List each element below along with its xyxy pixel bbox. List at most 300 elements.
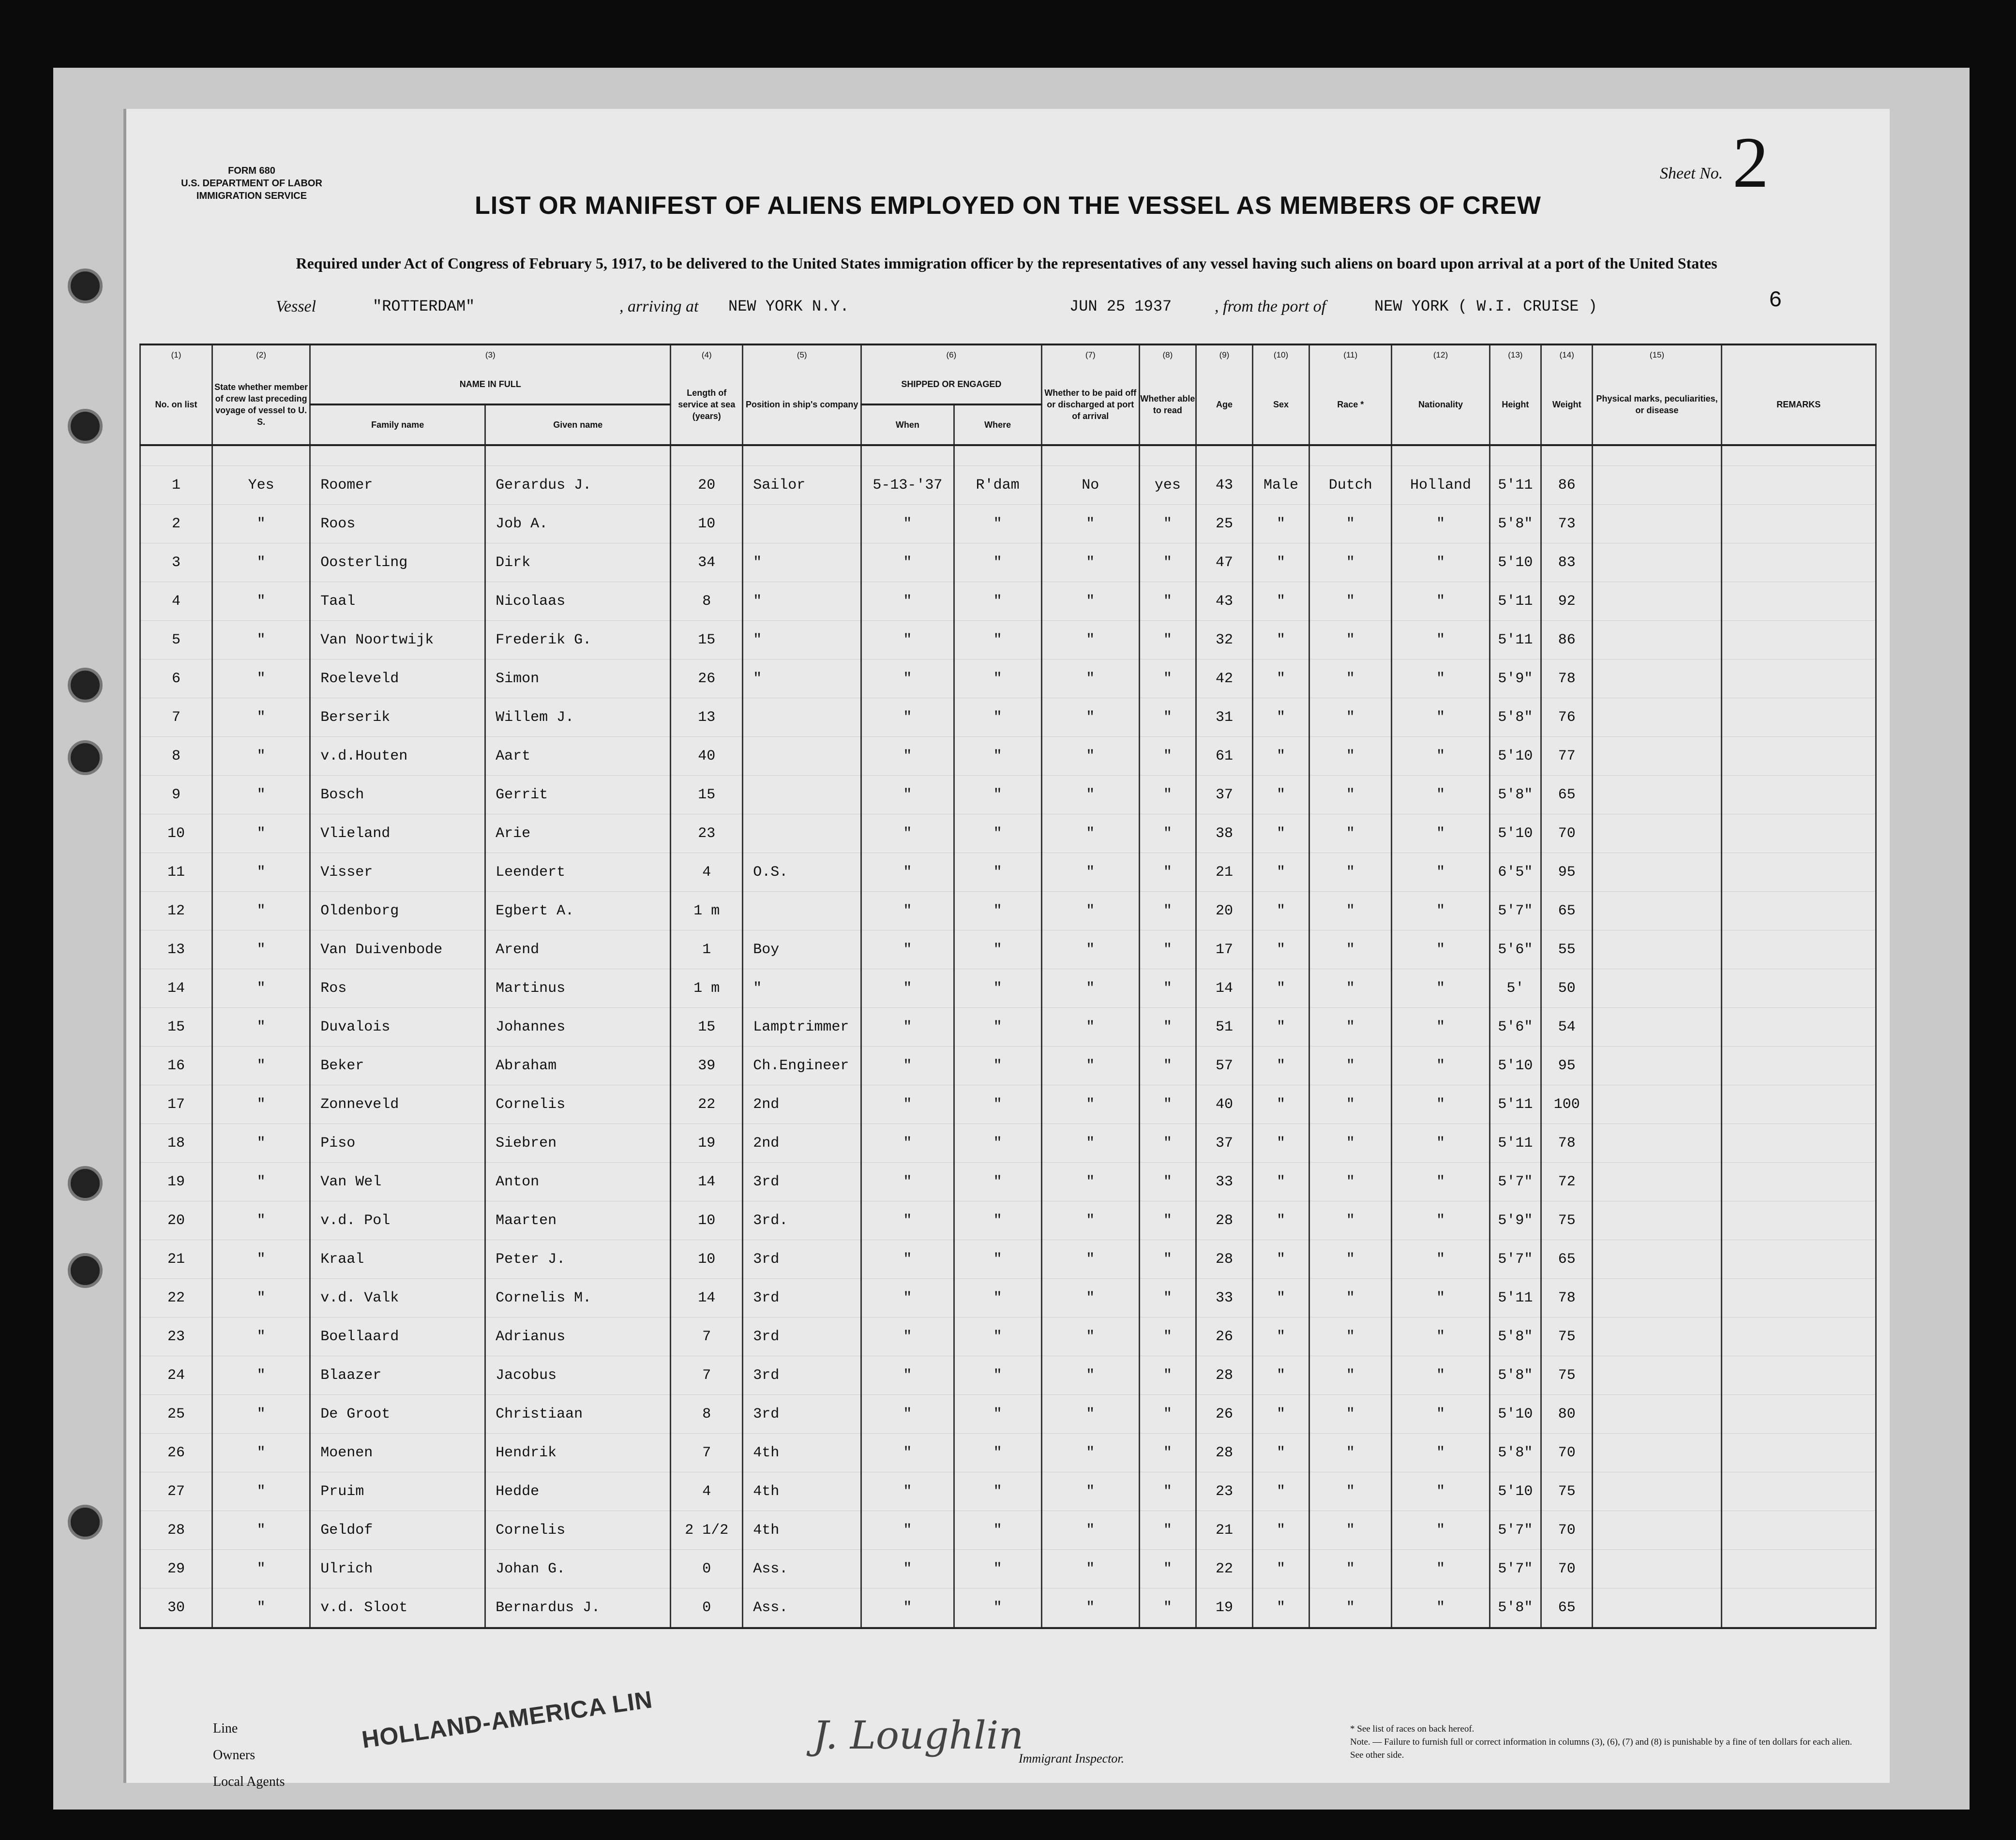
col-num: (4) bbox=[671, 344, 743, 365]
cell-nationality: " bbox=[1392, 930, 1489, 969]
cell-when: " bbox=[861, 1511, 954, 1550]
cell-when: " bbox=[861, 1085, 954, 1124]
cell-race: " bbox=[1309, 1163, 1392, 1201]
col-num: (12) bbox=[1392, 344, 1489, 365]
header-name-in-full: NAME IN FULL bbox=[310, 365, 671, 404]
cell-nationality: " bbox=[1392, 814, 1489, 853]
cell-paid: " bbox=[1041, 1317, 1139, 1356]
cell-remarks bbox=[1721, 853, 1876, 892]
table-row bbox=[140, 1550, 1876, 1588]
table-row bbox=[140, 737, 1876, 776]
binder-hole bbox=[68, 740, 103, 775]
cell-when: " bbox=[861, 1472, 954, 1511]
cell-prev: " bbox=[212, 1550, 310, 1588]
cell-when: 5-13-'37 bbox=[861, 466, 954, 505]
cell-position: " bbox=[743, 582, 861, 621]
cell-paid: " bbox=[1041, 1550, 1139, 1588]
cell-remarks bbox=[1721, 1240, 1876, 1279]
sheet-number: 2 bbox=[1732, 122, 1769, 203]
arriving-label: , arriving at bbox=[619, 298, 699, 315]
cell-service: 7 bbox=[671, 1434, 743, 1472]
cell-age: 26 bbox=[1196, 1395, 1252, 1434]
cell-family: Kraal bbox=[310, 1240, 485, 1279]
table-row bbox=[140, 1279, 1876, 1317]
cell-service: 19 bbox=[671, 1124, 743, 1163]
cell-no: 6 bbox=[140, 659, 212, 698]
cell-weight: 50 bbox=[1541, 969, 1593, 1008]
cell-read: " bbox=[1139, 892, 1196, 930]
cell-given: Martinus bbox=[485, 969, 671, 1008]
cell-weight: 65 bbox=[1541, 1240, 1593, 1279]
cell-position: O.S. bbox=[743, 853, 861, 892]
cell-service: 7 bbox=[671, 1317, 743, 1356]
cell-sex: " bbox=[1253, 1008, 1309, 1047]
cell-age: 31 bbox=[1196, 698, 1252, 737]
cell-physical-marks bbox=[1593, 543, 1721, 582]
table-row bbox=[140, 853, 1876, 892]
sheet-label: Sheet No. bbox=[1660, 165, 1723, 182]
cell-family: Zonneveld bbox=[310, 1085, 485, 1124]
cell-physical-marks bbox=[1593, 1472, 1721, 1511]
cell-nationality: " bbox=[1392, 853, 1489, 892]
cell-given: Dirk bbox=[485, 543, 671, 582]
cell-age: 21 bbox=[1196, 1511, 1252, 1550]
cell-nationality: " bbox=[1392, 1240, 1489, 1279]
cell-service: 0 bbox=[671, 1588, 743, 1627]
cell-paid: " bbox=[1041, 582, 1139, 621]
cell-sex: " bbox=[1253, 1550, 1309, 1588]
cell-sex: " bbox=[1253, 1124, 1309, 1163]
cell-read: " bbox=[1139, 1085, 1196, 1124]
cell-where: " bbox=[954, 1085, 1041, 1124]
cell-physical-marks bbox=[1593, 1008, 1721, 1047]
cell-where: " bbox=[954, 1395, 1041, 1434]
col-num: (13) bbox=[1489, 344, 1541, 365]
cell-no: 27 bbox=[140, 1472, 212, 1511]
cell-when: " bbox=[861, 776, 954, 814]
cell-family: Roos bbox=[310, 505, 485, 543]
cell-given: Abraham bbox=[485, 1047, 671, 1085]
page-title: LIST OR MANIFEST OF ALIENS EMPLOYED ON THE VESSEL AS MEMBERS OF CREW bbox=[475, 192, 1541, 220]
cell-physical-marks bbox=[1593, 930, 1721, 969]
cell-service: 14 bbox=[671, 1163, 743, 1201]
cell-no: 29 bbox=[140, 1550, 212, 1588]
cell-sex: " bbox=[1253, 1240, 1309, 1279]
binder-hole bbox=[68, 409, 103, 444]
cell-physical-marks bbox=[1593, 1163, 1721, 1201]
cell-family: Taal bbox=[310, 582, 485, 621]
cell-sex: " bbox=[1253, 1201, 1309, 1240]
cell-nationality: " bbox=[1392, 659, 1489, 698]
cell-where: " bbox=[954, 543, 1041, 582]
cell-no: 5 bbox=[140, 621, 212, 659]
cell-age: 38 bbox=[1196, 814, 1252, 853]
binder-hole bbox=[68, 1166, 103, 1201]
cell-no: 28 bbox=[140, 1511, 212, 1550]
cell-remarks bbox=[1721, 1395, 1876, 1434]
cell-race: " bbox=[1309, 1124, 1392, 1163]
cell-no: 12 bbox=[140, 892, 212, 930]
cell-remarks bbox=[1721, 737, 1876, 776]
header-sex: Sex bbox=[1253, 365, 1309, 445]
cell-prev: " bbox=[212, 1201, 310, 1240]
cell-family: Roomer bbox=[310, 466, 485, 505]
cell-nationality: " bbox=[1392, 1047, 1489, 1085]
cell-remarks bbox=[1721, 1085, 1876, 1124]
cell-where: " bbox=[954, 892, 1041, 930]
cell-sex: " bbox=[1253, 582, 1309, 621]
header-nationality: Nationality bbox=[1392, 365, 1489, 445]
cell-prev: " bbox=[212, 969, 310, 1008]
inspector-label: Immigrant Inspector. bbox=[1019, 1751, 1125, 1765]
cell-no: 2 bbox=[140, 505, 212, 543]
cell-given: Arie bbox=[485, 814, 671, 853]
cell-prev: " bbox=[212, 1008, 310, 1047]
cell-no: 26 bbox=[140, 1434, 212, 1472]
cell-given: Anton bbox=[485, 1163, 671, 1201]
header-physical-marks: Physical marks, peculiarities, or disease bbox=[1593, 365, 1721, 445]
cell-family: v.d. Pol bbox=[310, 1201, 485, 1240]
cell-race: " bbox=[1309, 814, 1392, 853]
cell-service: 4 bbox=[671, 853, 743, 892]
cell-physical-marks bbox=[1593, 814, 1721, 853]
cell-height: 5'8" bbox=[1489, 698, 1541, 737]
cell-paid: " bbox=[1041, 853, 1139, 892]
vessel-line bbox=[276, 298, 1824, 327]
table-row bbox=[140, 814, 1876, 853]
cell-read: " bbox=[1139, 1550, 1196, 1588]
col-num: (14) bbox=[1541, 344, 1593, 365]
cell-race: " bbox=[1309, 1434, 1392, 1472]
cell-family: Berserik bbox=[310, 698, 485, 737]
cell-sex: " bbox=[1253, 659, 1309, 698]
header-family-name: Family name bbox=[310, 404, 485, 445]
cell-prev: " bbox=[212, 930, 310, 969]
cell-remarks bbox=[1721, 582, 1876, 621]
cell-race: " bbox=[1309, 1201, 1392, 1240]
cell-nationality: Holland bbox=[1392, 466, 1489, 505]
cell-weight: 55 bbox=[1541, 930, 1593, 969]
cell-height: 5'8" bbox=[1489, 1588, 1541, 1627]
cell-paid: " bbox=[1041, 1279, 1139, 1317]
table-row bbox=[140, 1511, 1876, 1550]
cell-where: " bbox=[954, 1317, 1041, 1356]
cell-read: " bbox=[1139, 853, 1196, 892]
cell-prev: " bbox=[212, 1511, 310, 1550]
cell-read: " bbox=[1139, 1279, 1196, 1317]
cell-nationality: " bbox=[1392, 1434, 1489, 1472]
cell-read: yes bbox=[1139, 466, 1196, 505]
cell-sex: Male bbox=[1253, 466, 1309, 505]
cell-height: 5'11 bbox=[1489, 1279, 1541, 1317]
cell-height: 5'10 bbox=[1489, 737, 1541, 776]
col-num: (10) bbox=[1253, 344, 1309, 365]
table-row bbox=[140, 466, 1876, 505]
cell-family: Oldenborg bbox=[310, 892, 485, 930]
cell-paid: " bbox=[1041, 1588, 1139, 1627]
col-num: (5) bbox=[743, 344, 861, 365]
cell-sex: " bbox=[1253, 543, 1309, 582]
cell-physical-marks bbox=[1593, 698, 1721, 737]
cell-given: Cornelis bbox=[485, 1511, 671, 1550]
cell-age: 28 bbox=[1196, 1201, 1252, 1240]
cell-nationality: " bbox=[1392, 1395, 1489, 1434]
cell-weight: 92 bbox=[1541, 582, 1593, 621]
cell-age: 43 bbox=[1196, 582, 1252, 621]
cell-nationality: " bbox=[1392, 1008, 1489, 1047]
cell-service: 15 bbox=[671, 776, 743, 814]
cell-given: Jacobus bbox=[485, 1356, 671, 1395]
cell-remarks bbox=[1721, 1008, 1876, 1047]
cell-remarks bbox=[1721, 621, 1876, 659]
service: IMMIGRATION SERVICE bbox=[196, 191, 307, 201]
cell-read: " bbox=[1139, 930, 1196, 969]
cell-race: " bbox=[1309, 1085, 1392, 1124]
cell-paid: " bbox=[1041, 1356, 1139, 1395]
cell-nationality: " bbox=[1392, 1085, 1489, 1124]
cell-race: " bbox=[1309, 969, 1392, 1008]
cell-family: De Groot bbox=[310, 1395, 485, 1434]
cell-height: 5'11 bbox=[1489, 1085, 1541, 1124]
cell-weight: 65 bbox=[1541, 776, 1593, 814]
cell-when: " bbox=[861, 1279, 954, 1317]
column-number-row bbox=[140, 344, 1876, 365]
cell-read: " bbox=[1139, 698, 1196, 737]
cell-given: Adrianus bbox=[485, 1317, 671, 1356]
header-position: Position in ship's company bbox=[743, 365, 861, 445]
cell-height: 5'11 bbox=[1489, 621, 1541, 659]
cell-where: " bbox=[954, 1047, 1041, 1085]
cell-service: 1 m bbox=[671, 969, 743, 1008]
cell-family: Blaazer bbox=[310, 1356, 485, 1395]
cell-race: " bbox=[1309, 582, 1392, 621]
table-row bbox=[140, 1085, 1876, 1124]
cell-when: " bbox=[861, 1356, 954, 1395]
cell-prev: " bbox=[212, 1163, 310, 1201]
cell-service: 1 m bbox=[671, 892, 743, 930]
owners-label: Owners bbox=[213, 1748, 256, 1763]
cell-paid: " bbox=[1041, 543, 1139, 582]
cell-where: " bbox=[954, 1124, 1041, 1163]
cell-nationality: " bbox=[1392, 621, 1489, 659]
cell-age: 32 bbox=[1196, 621, 1252, 659]
cell-family: Van Duivenbode bbox=[310, 930, 485, 969]
cell-remarks bbox=[1721, 892, 1876, 930]
cell-no: 8 bbox=[140, 737, 212, 776]
cell-paid: " bbox=[1041, 1008, 1139, 1047]
cell-weight: 70 bbox=[1541, 814, 1593, 853]
cell-no: 10 bbox=[140, 814, 212, 853]
cell-race: " bbox=[1309, 853, 1392, 892]
cell-paid: " bbox=[1041, 1395, 1139, 1434]
cell-sex: " bbox=[1253, 930, 1309, 969]
header-given-name: Given name bbox=[485, 404, 671, 445]
cell-read: " bbox=[1139, 969, 1196, 1008]
cell-race: " bbox=[1309, 737, 1392, 776]
cell-position: 3rd bbox=[743, 1317, 861, 1356]
cell-family: Van Wel bbox=[310, 1163, 485, 1201]
cell-position: 2nd bbox=[743, 1085, 861, 1124]
cell-position: Lamptrimmer bbox=[743, 1008, 861, 1047]
col-num: (11) bbox=[1309, 344, 1392, 365]
cell-given: Maarten bbox=[485, 1201, 671, 1240]
cell-race: " bbox=[1309, 621, 1392, 659]
cell-height: 5'8" bbox=[1489, 1356, 1541, 1395]
cell-weight: 75 bbox=[1541, 1472, 1593, 1511]
manifest-rows bbox=[140, 445, 1876, 1628]
cell-remarks bbox=[1721, 1279, 1876, 1317]
cell-when: " bbox=[861, 621, 954, 659]
cell-family: Bosch bbox=[310, 776, 485, 814]
form-number: FORM 680 bbox=[228, 165, 275, 176]
cell-age: 42 bbox=[1196, 659, 1252, 698]
cell-when: " bbox=[861, 1047, 954, 1085]
cell-read: " bbox=[1139, 1240, 1196, 1279]
cell-race: " bbox=[1309, 698, 1392, 737]
cell-where: " bbox=[954, 1356, 1041, 1395]
cell-physical-marks bbox=[1593, 1356, 1721, 1395]
cell-read: " bbox=[1139, 505, 1196, 543]
cell-remarks bbox=[1721, 1588, 1876, 1627]
cell-when: " bbox=[861, 1201, 954, 1240]
cell-paid: " bbox=[1041, 1085, 1139, 1124]
cell-read: " bbox=[1139, 582, 1196, 621]
cell-physical-marks bbox=[1593, 1550, 1721, 1588]
cell-service: 10 bbox=[671, 505, 743, 543]
cell-no: 13 bbox=[140, 930, 212, 969]
cell-no: 11 bbox=[140, 853, 212, 892]
col-num: (3) bbox=[310, 344, 671, 365]
cell-given: Gerardus J. bbox=[485, 466, 671, 505]
table-row bbox=[140, 505, 1876, 543]
cell-weight: 100 bbox=[1541, 1085, 1593, 1124]
cell-nationality: " bbox=[1392, 1472, 1489, 1511]
cell-physical-marks bbox=[1593, 1240, 1721, 1279]
arrival-date: JUN 25 1937 bbox=[1069, 298, 1172, 315]
cell-nationality: " bbox=[1392, 698, 1489, 737]
cell-when: " bbox=[861, 698, 954, 737]
table-row bbox=[140, 1047, 1876, 1085]
cell-height: 5'9" bbox=[1489, 659, 1541, 698]
cell-remarks bbox=[1721, 1047, 1876, 1085]
cell-sex: " bbox=[1253, 892, 1309, 930]
cell-age: 33 bbox=[1196, 1163, 1252, 1201]
table-row bbox=[140, 969, 1876, 1008]
cell-position: Sailor bbox=[743, 466, 861, 505]
cell-given: Simon bbox=[485, 659, 671, 698]
cell-where: " bbox=[954, 853, 1041, 892]
cell-age: 43 bbox=[1196, 466, 1252, 505]
cell-race: " bbox=[1309, 776, 1392, 814]
cell-service: 2 1/2 bbox=[671, 1511, 743, 1550]
cell-prev: " bbox=[212, 1472, 310, 1511]
cell-when: " bbox=[861, 737, 954, 776]
cell-height: 5'7" bbox=[1489, 1163, 1541, 1201]
cell-paid: " bbox=[1041, 969, 1139, 1008]
cell-prev: " bbox=[212, 582, 310, 621]
cell-service: 13 bbox=[671, 698, 743, 737]
cell-age: 22 bbox=[1196, 1550, 1252, 1588]
cell-when: " bbox=[861, 1434, 954, 1472]
cell-sex: " bbox=[1253, 1588, 1309, 1627]
column-header-row bbox=[140, 365, 1876, 404]
cell-position: 3rd bbox=[743, 1240, 861, 1279]
cell-age: 26 bbox=[1196, 1317, 1252, 1356]
cell-service: 15 bbox=[671, 1008, 743, 1047]
cell-when: " bbox=[861, 505, 954, 543]
cell-weight: 73 bbox=[1541, 505, 1593, 543]
page-subtitle: Required under Act of Congress of February 5, 1917, to be delivered to the United States immigration officer by the representatives of any vessel having such aliens on board upon arrival at a port of the United States bbox=[296, 254, 1717, 272]
cell-height: 5'8" bbox=[1489, 1434, 1541, 1472]
cell-read: " bbox=[1139, 659, 1196, 698]
cell-physical-marks bbox=[1593, 1047, 1721, 1085]
cell-weight: 80 bbox=[1541, 1395, 1593, 1434]
cell-height: 5'10 bbox=[1489, 1472, 1541, 1511]
cell-paid: " bbox=[1041, 659, 1139, 698]
cell-prev: " bbox=[212, 621, 310, 659]
cell-height: 5'10 bbox=[1489, 543, 1541, 582]
cell-nationality: " bbox=[1392, 582, 1489, 621]
cell-service: 22 bbox=[671, 1085, 743, 1124]
spacer-row bbox=[140, 445, 1876, 466]
header-weight: Weight bbox=[1541, 365, 1593, 445]
cell-remarks bbox=[1721, 659, 1876, 698]
cell-prev: " bbox=[212, 853, 310, 892]
cell-sex: " bbox=[1253, 1356, 1309, 1395]
cell-prev: " bbox=[212, 1279, 310, 1317]
header-where: Where bbox=[954, 404, 1041, 445]
cell-service: 8 bbox=[671, 1395, 743, 1434]
cell-weight: 65 bbox=[1541, 1588, 1593, 1627]
table-row bbox=[140, 1008, 1876, 1047]
footer-labels bbox=[213, 1715, 290, 1795]
table-row bbox=[140, 1240, 1876, 1279]
cell-service: 8 bbox=[671, 582, 743, 621]
table-row bbox=[140, 776, 1876, 814]
cell-family: Ros bbox=[310, 969, 485, 1008]
cell-physical-marks bbox=[1593, 505, 1721, 543]
cell-sex: " bbox=[1253, 505, 1309, 543]
cell-nationality: " bbox=[1392, 1511, 1489, 1550]
cell-position: " bbox=[743, 659, 861, 698]
cell-paid: No bbox=[1041, 466, 1139, 505]
cell-service: 20 bbox=[671, 466, 743, 505]
cell-position: Ass. bbox=[743, 1588, 861, 1627]
cell-height: 5'8" bbox=[1489, 776, 1541, 814]
cell-weight: 70 bbox=[1541, 1511, 1593, 1550]
cell-prev: " bbox=[212, 659, 310, 698]
from-port: NEW YORK ( W.I. CRUISE ) bbox=[1374, 298, 1597, 315]
cell-weight: 75 bbox=[1541, 1201, 1593, 1240]
cell-service: 0 bbox=[671, 1550, 743, 1588]
cell-no: 22 bbox=[140, 1279, 212, 1317]
cell-given: Cornelis bbox=[485, 1085, 671, 1124]
cell-read: " bbox=[1139, 1124, 1196, 1163]
cell-sex: " bbox=[1253, 1163, 1309, 1201]
cell-height: 5'10 bbox=[1489, 814, 1541, 853]
cell-where: R'dam bbox=[954, 466, 1041, 505]
cell-when: " bbox=[861, 543, 954, 582]
cell-given: Frederik G. bbox=[485, 621, 671, 659]
cell-when: " bbox=[861, 659, 954, 698]
cell-no: 15 bbox=[140, 1008, 212, 1047]
cell-weight: 78 bbox=[1541, 659, 1593, 698]
cell-sex: " bbox=[1253, 621, 1309, 659]
cell-paid: " bbox=[1041, 505, 1139, 543]
cell-where: " bbox=[954, 1550, 1041, 1588]
footer-notes bbox=[1350, 1722, 1858, 1762]
cell-nationality: " bbox=[1392, 1279, 1489, 1317]
